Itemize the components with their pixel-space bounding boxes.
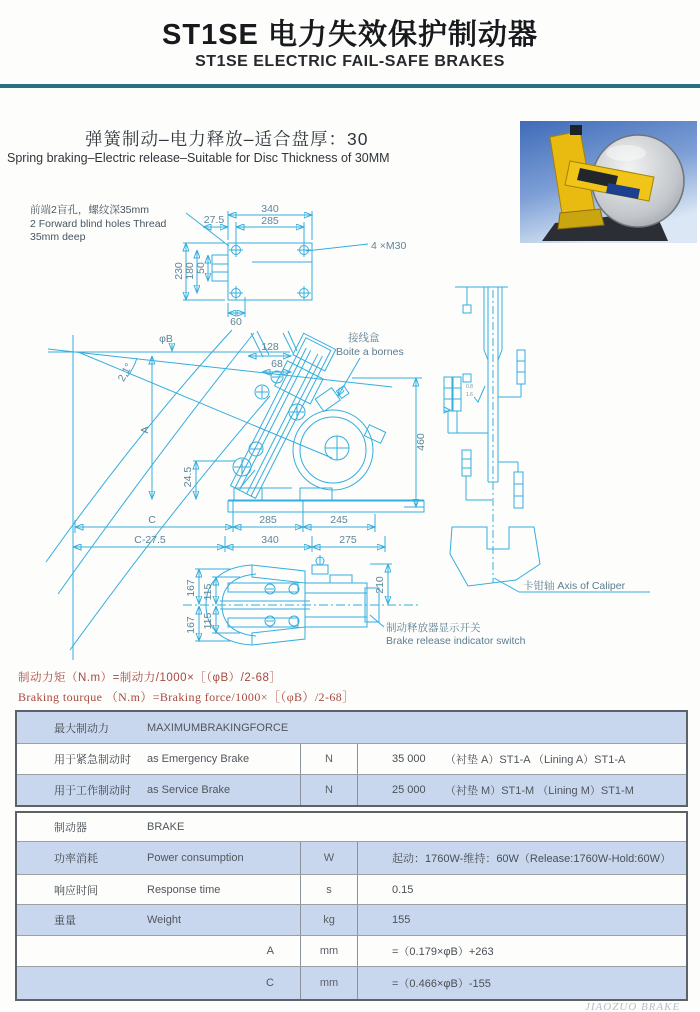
axis-of-caliper-label: 卡钳轴 Axis of Caliper xyxy=(523,580,626,592)
dim-167-bottom: 167 xyxy=(185,616,197,634)
photo-disc-highlight xyxy=(606,145,646,161)
row-label-zh: 功率消耗 xyxy=(54,853,98,865)
blind-note-en1: 2 Forward blind holes Thread xyxy=(30,218,167,230)
row-value-cell xyxy=(358,775,686,805)
row-label-zh: 制动器 xyxy=(54,822,87,834)
dim-230: 230 xyxy=(173,262,185,280)
row-label-cell xyxy=(17,936,300,966)
table-row xyxy=(17,774,686,805)
row-label-en: Weight xyxy=(147,914,182,926)
row-unit-cell: s xyxy=(300,875,358,904)
dim-128: 128 xyxy=(261,341,279,353)
dim-285-top: 285 xyxy=(261,215,279,227)
row-unit-cell: N xyxy=(300,775,358,805)
row-label-cell xyxy=(17,905,300,935)
row-unit-cell: kg xyxy=(300,905,358,935)
table-row xyxy=(17,935,686,966)
shaft-view xyxy=(444,287,650,592)
row-value: =（0.179×φB）+263 xyxy=(392,946,494,958)
page-subtitle: ST1SE ELECTRIC FAIL-SAFE BRAKES xyxy=(195,53,505,70)
accent-rule xyxy=(0,84,700,88)
row-value-cell xyxy=(358,744,686,774)
dim-27-5: 27.5 xyxy=(203,214,225,226)
roughness-0-8: 0.8 xyxy=(466,384,473,390)
formula-en: Braking tourque （N.m）=Braking force/1000×［（φB）/2-68］ xyxy=(18,690,355,704)
row-label-zh: 重量 xyxy=(54,915,76,927)
dim-180: 180 xyxy=(184,262,196,280)
row-label-en: MAXIMUMBRAKINGFORCE xyxy=(147,721,289,734)
row-label-cell xyxy=(17,744,300,774)
table-row xyxy=(17,966,686,999)
row-header-cell xyxy=(17,712,686,743)
dim-210: 210 xyxy=(374,576,386,594)
row-label-cell xyxy=(17,967,300,999)
roughness-1-6: 1.6 xyxy=(466,392,473,398)
page-title: ST1SE 电力失效保护制动器 xyxy=(162,19,538,51)
blind-note-zh: 前端2盲孔，螺纹深35mm xyxy=(30,204,150,216)
row-label-zh: 最大制动力 xyxy=(54,722,109,735)
row-label-zh: 用于工作制动时 xyxy=(54,785,131,797)
dim-115-top: 115 xyxy=(202,583,214,601)
dim-340-top: 340 xyxy=(261,203,279,215)
row-unit-cell: mm xyxy=(300,967,358,999)
row-label-zh: 响应时间 xyxy=(54,884,98,897)
row-value: 25 000 xyxy=(392,784,426,796)
brake-spec-table xyxy=(15,811,688,1001)
junction-label-zh: 接线盒 xyxy=(348,332,380,344)
disc-rim-arc xyxy=(58,333,254,594)
blind-note-en2: 35mm deep xyxy=(30,231,86,243)
row-value: =（0.466×φB）-155 xyxy=(392,978,491,990)
intro-line-en: Spring braking–Electric release–Suitable for Disc Thickness of 30MM xyxy=(7,151,390,165)
main-view xyxy=(46,330,427,660)
table-row xyxy=(17,743,686,774)
table-row xyxy=(17,841,686,874)
row-value-cell xyxy=(358,905,686,935)
dim-50: 50 xyxy=(195,262,207,274)
plate-holes xyxy=(229,243,311,300)
dim-phiB: φB xyxy=(159,333,173,345)
intro-line-zh: 弹簧制动–电力释放–适合盘厚：30 xyxy=(85,129,369,149)
row-value-cell xyxy=(358,967,686,999)
table-row xyxy=(17,904,686,935)
dim-275: 275 xyxy=(339,534,357,546)
photo-top-bolt xyxy=(570,125,582,135)
row-note: （衬垫 M）ST1-M （Lining M）ST1-M xyxy=(445,785,634,797)
row-label-letter: A xyxy=(266,945,274,957)
dim-angle: 2.1° xyxy=(115,361,136,384)
row-label-en: BRAKE xyxy=(147,821,185,833)
row-value-cell xyxy=(358,842,686,874)
row-label-en: as Service Brake xyxy=(147,784,231,796)
plate-view xyxy=(173,203,406,328)
row-label-en: Response time xyxy=(147,883,221,896)
dim-167-top: 167 xyxy=(185,579,197,597)
row-label-en: Power consumption xyxy=(147,852,244,864)
technical-drawing xyxy=(0,195,700,665)
watermark: JIAOZUO BRAKE xyxy=(585,1001,681,1012)
row-value: 35 000 xyxy=(392,753,426,765)
row-value-cell xyxy=(358,875,686,904)
braking-force-table xyxy=(15,710,688,807)
row-note: （衬垫 A）ST1-A （Lining A）ST1-A xyxy=(445,754,626,766)
dim-4xM30: 4 ×M30 xyxy=(371,240,407,252)
dim-C-27-5: C-27.5 xyxy=(134,534,166,546)
junction-label-en: Boite a bornes xyxy=(336,346,404,358)
row-label-letter: C xyxy=(266,977,274,989)
indicator-label-en: Brake release indicator switch xyxy=(386,635,526,647)
row-value: 0.15 xyxy=(392,883,414,896)
dim-460: 460 xyxy=(415,433,427,451)
disc-rim-arc xyxy=(70,396,270,650)
table-row xyxy=(17,874,686,904)
dim-C: C xyxy=(148,514,156,526)
row-label-cell xyxy=(17,842,300,874)
dim-245: 245 xyxy=(330,514,348,526)
row-value: 起动：1760W-维持：60W（Release:1760W-Hold:60W） xyxy=(392,853,671,865)
row-label-zh: 用于紧急制动时 xyxy=(54,754,131,766)
table-row xyxy=(17,712,686,743)
detail-view xyxy=(183,555,526,647)
dim-285-bottom: 285 xyxy=(259,514,277,526)
torque-formula xyxy=(18,669,355,705)
dim-60: 60 xyxy=(230,316,242,328)
indicator-label-zh: 制动释放器显示开关 xyxy=(386,622,481,634)
row-unit-cell: N xyxy=(300,744,358,774)
blind-hole-note xyxy=(30,203,229,246)
row-value-cell xyxy=(358,936,686,966)
row-value: 155 xyxy=(392,914,411,926)
row-header-cell xyxy=(17,813,686,841)
dim-24-5: 24.5 xyxy=(182,466,194,488)
dim-A: A xyxy=(139,426,151,434)
row-unit-cell: mm xyxy=(300,936,358,966)
spec-tables xyxy=(15,710,688,1001)
row-unit-cell: W xyxy=(300,842,358,874)
brake-actuator-disc xyxy=(293,386,386,490)
table-row xyxy=(17,813,686,841)
row-label-cell xyxy=(17,875,300,904)
dim-68: 68 xyxy=(271,358,283,370)
formula-zh: 制动力矩（N.m）=制动力/1000×［（φB）/2-68］ xyxy=(18,672,282,684)
dim-115-bottom: 115 xyxy=(202,612,214,630)
row-label-en: as Emergency Brake xyxy=(147,753,250,765)
ground-hatch xyxy=(228,501,424,512)
dim-340-bottom: 340 xyxy=(261,534,279,546)
row-label-cell xyxy=(17,775,300,805)
shaft-base-hatch xyxy=(450,527,540,586)
